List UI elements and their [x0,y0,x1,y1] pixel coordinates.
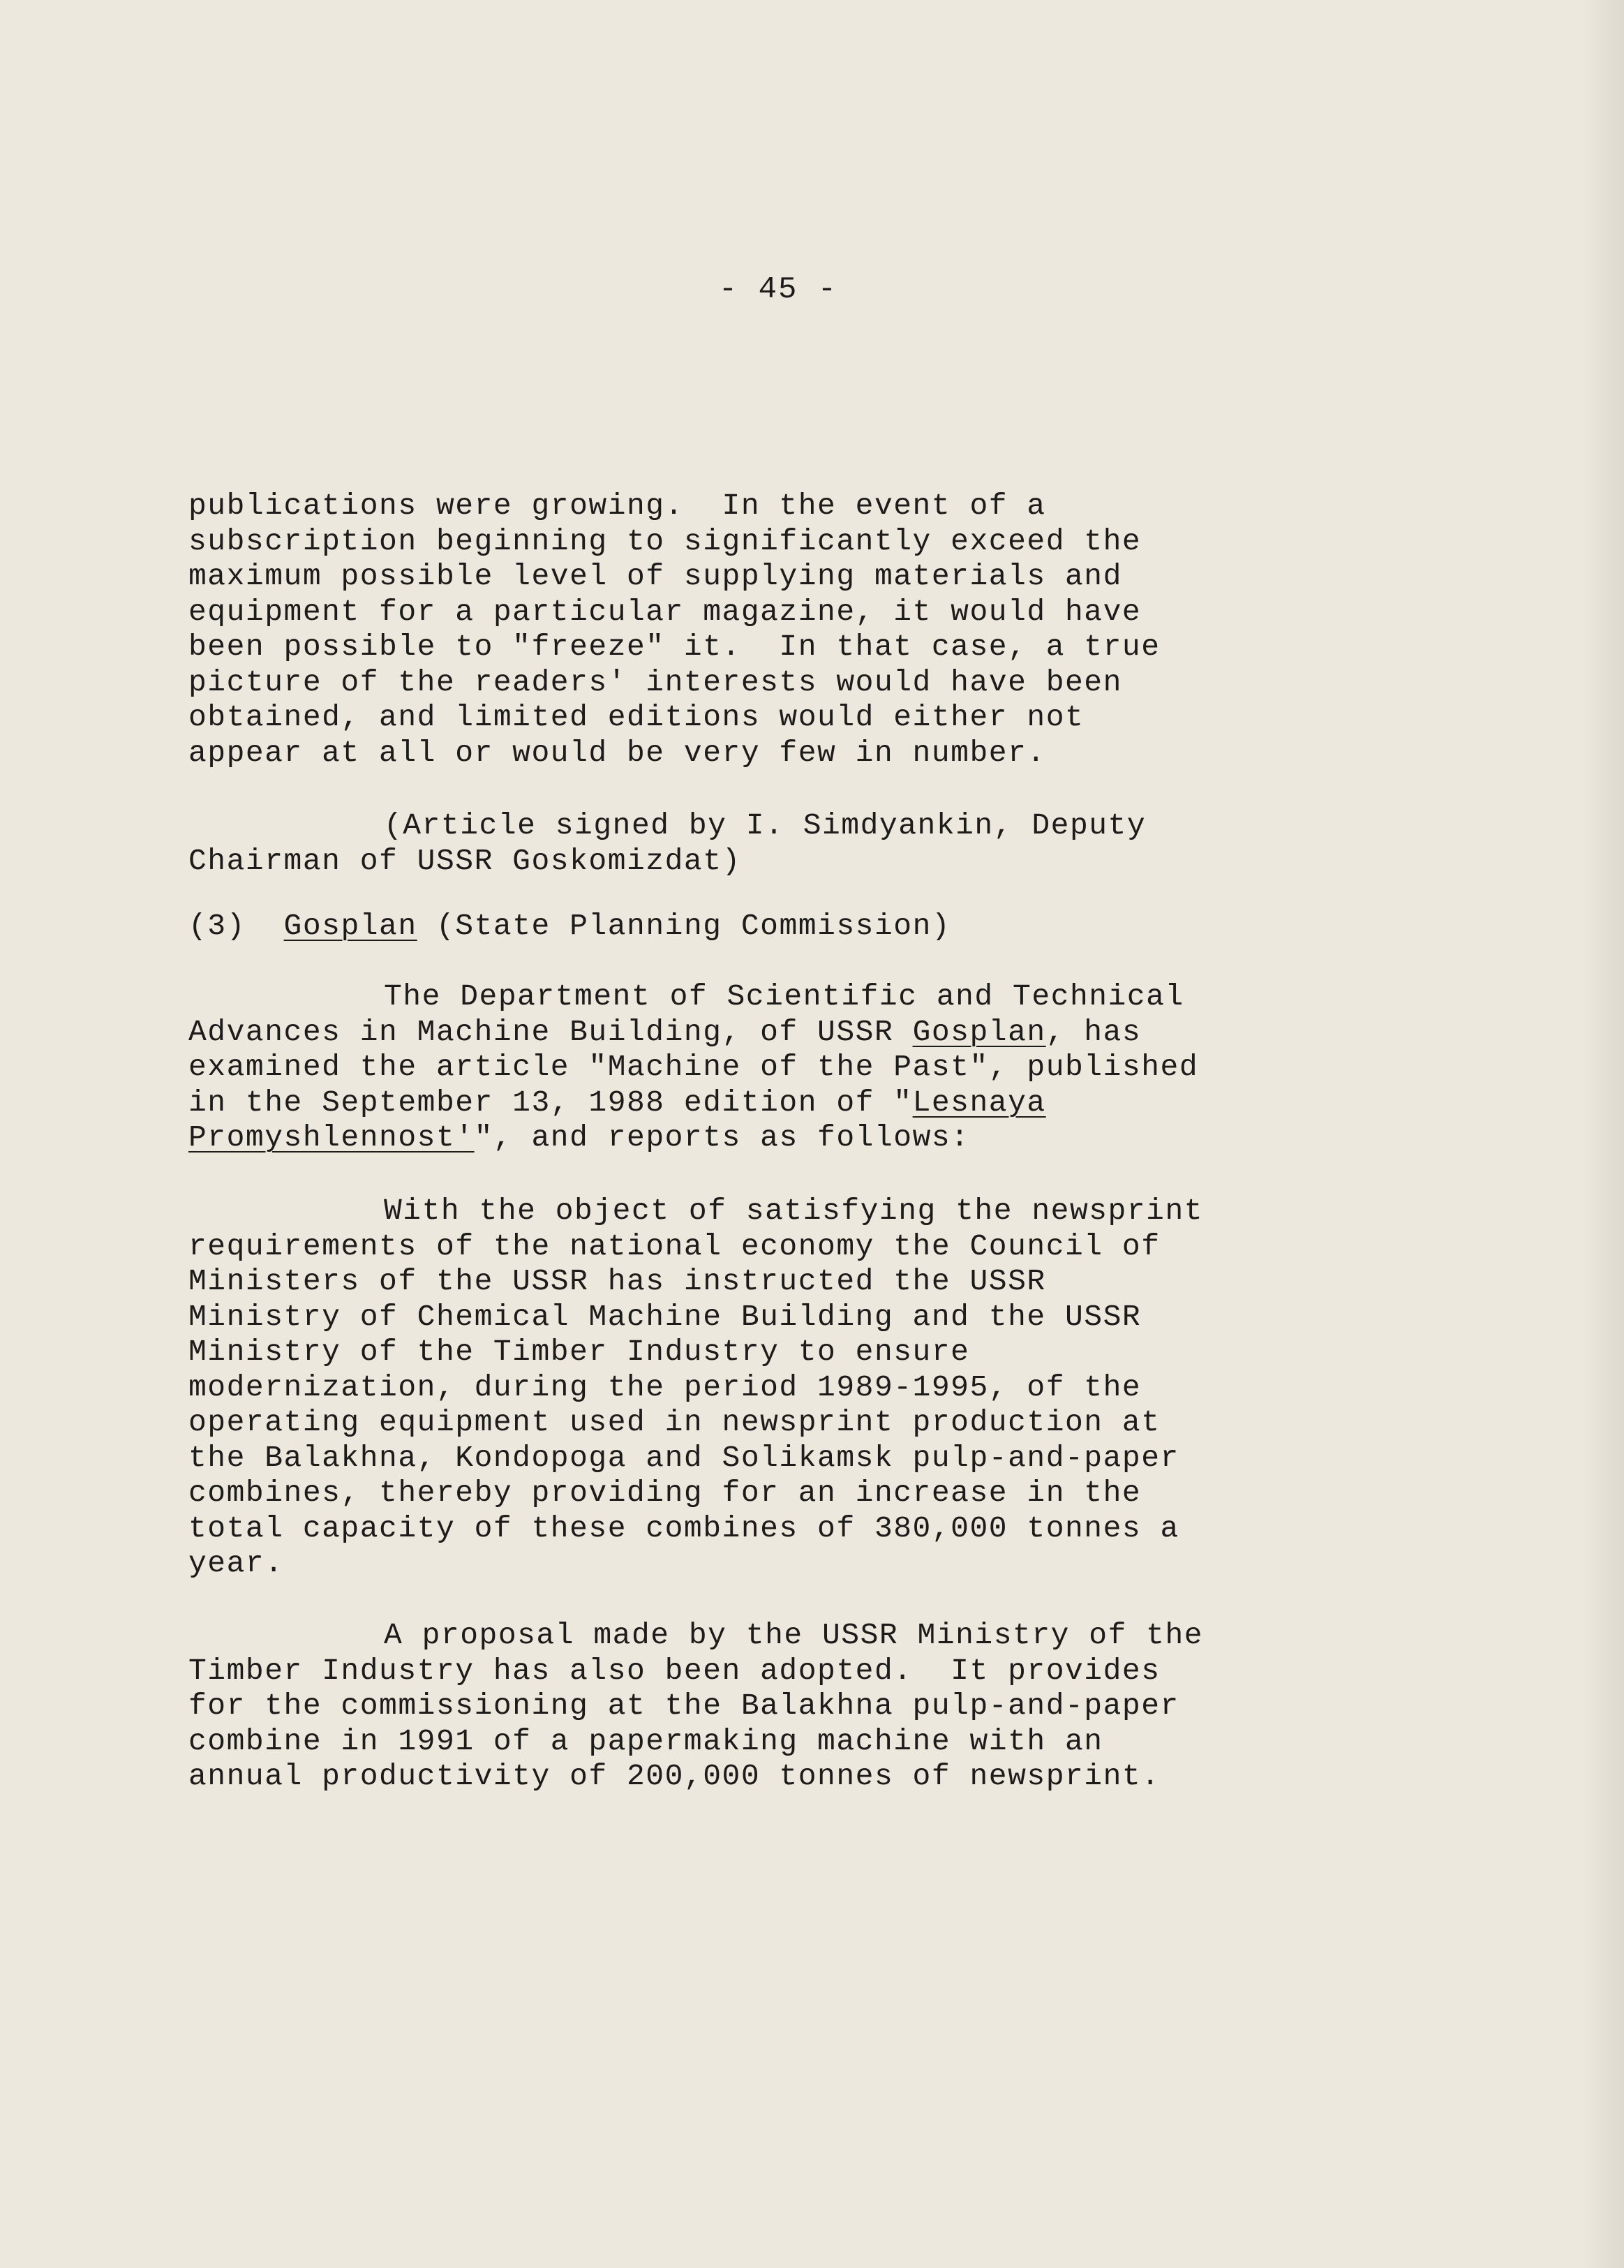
text-line [188,1015,1333,1051]
text-line: Ministers of the USSR has instructed the USSR [188,1264,1046,1298]
text-fragment: ", and reports as follows: [474,1120,970,1155]
text-line: annual productivity of 200,000 tonnes of newsprint. [188,1759,1161,1793]
text-line: Timber Industry has also been adopted. It provides [188,1653,1161,1688]
text-line: year. [188,1546,284,1580]
text-line: A proposal made by the USSR Ministry of the [384,1618,1204,1652]
text-line [188,1120,1333,1156]
text-line: for the commissioning at the Balakhna pulp-and-paper [188,1689,1179,1723]
text-fragment: in the September 13, 1988 edition of " [188,1085,913,1120]
page-edge-shadow [1582,0,1624,2268]
article-attribution [188,808,1333,879]
paragraph-newsprint-requirements [188,1194,1333,1582]
text-line: the Balakhna, Kondopoga and Solikamsk pulp-and-paper [188,1440,1179,1475]
underlined-term: Gosplan [912,1014,1046,1049]
text-line: requirements of the national economy the Council of [188,1229,1161,1263]
text-line: combines, thereby providing for an increase in the [188,1476,1142,1510]
paragraph-proposal-adopted [188,1618,1333,1795]
text-fragment: , has [1045,1014,1142,1049]
text-line: publications were growing. In the event of a [188,489,1046,523]
underlined-title: Promyshlennost' [188,1120,475,1155]
attribution-line: (Article signed by I. Simdyankin, Deputy [384,808,1147,843]
text-line: Ministry of the Timber Industry to ensure [188,1335,970,1369]
text-line: obtained, and limited editions would either not [188,700,1085,734]
page-number: - 45 - [718,272,838,307]
text-line: modernization, during the period 1989-1995, of the [188,1370,1142,1404]
text-line [188,1085,1333,1121]
text-line: picture of the readers' interests would have been [188,665,1122,699]
attribution-line: Chairman of USSR Goskomizdat) [188,843,741,878]
underlined-title: Lesnaya [912,1085,1046,1120]
text-line: With the object of satisfying the newsprint [384,1194,1204,1228]
text-line: Ministry of Chemical Machine Building and the USSR [188,1299,1142,1334]
text-line: maximum possible level of supplying materials and [188,559,1122,593]
text-line: combine in 1991 of a papermaking machine with an [188,1724,1103,1758]
text-line: operating equipment used in newsprint production at [188,1405,1161,1439]
section-subtitle: (State Planning Commission) [435,909,951,943]
section-title: Gosplan [283,909,417,943]
paragraph-department-response [188,979,1333,1156]
text-line: The Department of Scientific and Technical [384,979,1184,1014]
section-number: (3) [188,909,246,943]
section-heading [188,909,1333,944]
text-fragment: Advances in Machine Building, of USSR [188,1014,913,1049]
section-heading-line [188,909,1333,944]
text-line: equipment for a particular magazine, it would have [188,594,1142,629]
text-line: appear at all or would be very few in number. [188,735,1046,770]
text-line: been possible to "freeze" it. In that case, a true [188,630,1161,664]
paragraph-readers-interests [188,489,1333,771]
text-line: subscription beginning to significantly exceed the [188,524,1142,558]
text-line: total capacity of these combines of 380,000 tonnes a [188,1511,1179,1546]
text-line: examined the article "Machine of the Past", published [188,1050,1199,1084]
